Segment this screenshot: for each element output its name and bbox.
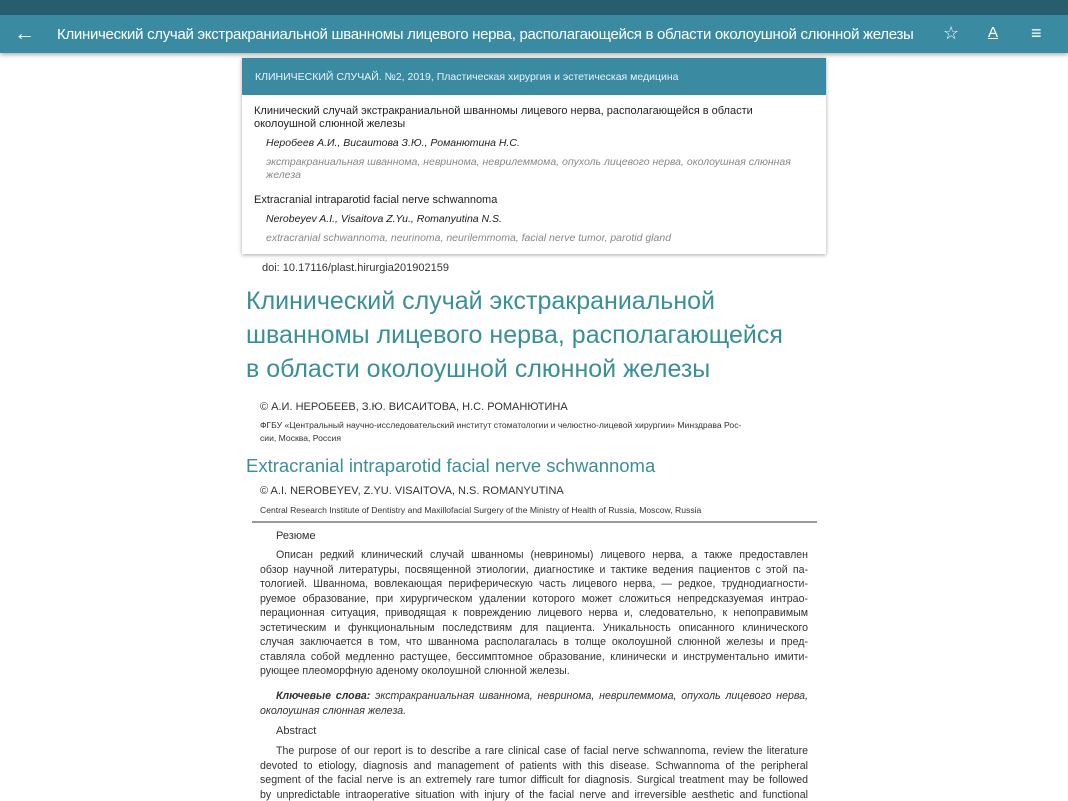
card-header: [242, 58, 826, 95]
article-title: в области околоушной слюнной железы: [246, 355, 711, 383]
article-title: шванномы лицевого нерва, располагающейся: [246, 321, 783, 349]
keywords: [260, 690, 808, 702]
menu-icon[interactable]: ≡: [1031, 23, 1042, 43]
ru-authors: Неробеев А.И., Висаитова З.Ю., Романютина Н.С.: [266, 137, 520, 149]
app-bar: [0, 15, 1068, 53]
en-title: Extracranial intraparotid facial nerve schwannoma: [254, 194, 498, 206]
paragraph-line: by unpredictable intraoperative situation with injury of the facial nerve and irreversible aesthetic and functional: [260, 788, 808, 801]
paragraph-line: перационная ситуация, приводящая к повреждению лицевого нерва и, следовательно, к непоправимым: [260, 607, 808, 619]
ru-keywords: экстракраниальная шваннома, невринома, неврилеммома, опухоль лицевого нерва, околоушная слюнная: [266, 156, 791, 168]
article-info-card: [242, 58, 826, 254]
paragraph-line: ставляла собой медленно растущее, бессимптомное образование, клинически и инструментально имити-: [260, 650, 808, 663]
keywords-text: экстракраниальная шваннома, невринома, неврилеммома, опухоль лицевого нерва,: [375, 690, 808, 702]
back-arrow-icon[interactable]: ←: [14, 22, 35, 45]
ru-affiliation: сии, Москва, Россия: [260, 433, 341, 443]
keywords: околоушная слюнная железа.: [260, 705, 407, 717]
en-authors: © A.I. NEROBEYEV, Z.YU. VISAITOVA, N.S. ROMANYUTINA: [260, 485, 564, 497]
paragraph-line: тологией. Шваннома, вовлекающая периферическую часть лицевого нерва, — редкое, труднодиагности-: [260, 578, 808, 590]
ru-keywords: железа: [266, 169, 301, 181]
paragraph-line: рующее плеоморфную аденому околоушной слюнной железы.: [260, 665, 570, 677]
paragraph-line: devoted to etiology, diagnosis and management of patients with this disease. Schwannoma of the peripheral: [260, 759, 808, 772]
divider: [252, 521, 817, 523]
paragraph-line: случая заключается в том, что шваннома располагалась в толще околоушной слюнной железы и пред-: [260, 636, 808, 648]
paragraph-line: руемое образование, при хирургическом удалении которого может сложиться непредсказуемая интрао-: [260, 592, 808, 605]
abstract-heading: Abstract: [276, 725, 317, 737]
paragraph-line: эстетическим и функциональным последствиям для пациента. Уникальность описанного клинического: [260, 621, 808, 634]
journal-issue: №2, 2019, Пластическая хирургия и эстетическая медицина: [384, 71, 679, 83]
en-title: Extracranial intraparotid facial nerve schwannoma: [246, 455, 656, 476]
en-authors: Nerobeyev A.I., Visaitova Z.Yu., Romanyutina N.S.: [266, 213, 502, 225]
paragraph-line: Описан редкий клинический случай шванномы (невриномы) лицевого нерва, а также предоставлен: [276, 549, 808, 561]
font-icon[interactable]: A: [988, 24, 999, 41]
status-bar: [0, 0, 1068, 15]
star-icon[interactable]: ☆: [943, 23, 960, 43]
en-keywords: extracranial schwannoma, neurinoma, neurilemmoma, facial nerve tumor, parotid gland: [266, 232, 672, 244]
paragraph-line: обзор научной литературы, посвященной этиологии, диагностике и тактике ведения пациентов с этой па-: [260, 563, 808, 576]
article-title: Клинический случай экстракраниальной: [246, 287, 715, 315]
doi[interactable]: doi: 10.17116/plast.hirurgia201902159: [262, 262, 449, 274]
en-affiliation: Central Research Institute of Dentistry and Maxillofacial Surgery of the Ministry of Health of Russia, Moscow, Russia: [260, 505, 702, 515]
paragraph-line: segment of the facial nerve is an extremely rare tumor difficult for diagnosis. Surgical treatment may be followed: [260, 774, 808, 786]
ru-title: околоушной слюнной железы: [254, 118, 406, 130]
resume-heading: Резюме: [276, 530, 316, 542]
ru-title: Клинический случай экстракраниальной шванномы лицевого нерва, располагающейся в области: [254, 105, 753, 117]
ru-affiliation: ФГБУ «Центральный научно-исследовательский институт стоматологии и челюстно-лицевой хирургии» Минздрава Рос-: [260, 420, 742, 430]
keywords-label: Ключевые слова:: [276, 690, 371, 702]
paragraph-line: The purpose of our report is to describe a rare clinical case of facial nerve schwannoma, review the literature: [276, 745, 808, 757]
section-label: КЛИНИЧЕСКИЙ СЛУЧАЙ.: [255, 71, 382, 83]
ru-authors: © А.И. НЕРОБЕЕВ, З.Ю. ВИСАИТОВА, Н.С. РОМАНЮТИНА: [260, 401, 568, 413]
app-bar-title: Клинический случай экстракраниальной шванномы лицевого нерва, располагающейся в области околоушной слюнной железы: [57, 25, 914, 43]
